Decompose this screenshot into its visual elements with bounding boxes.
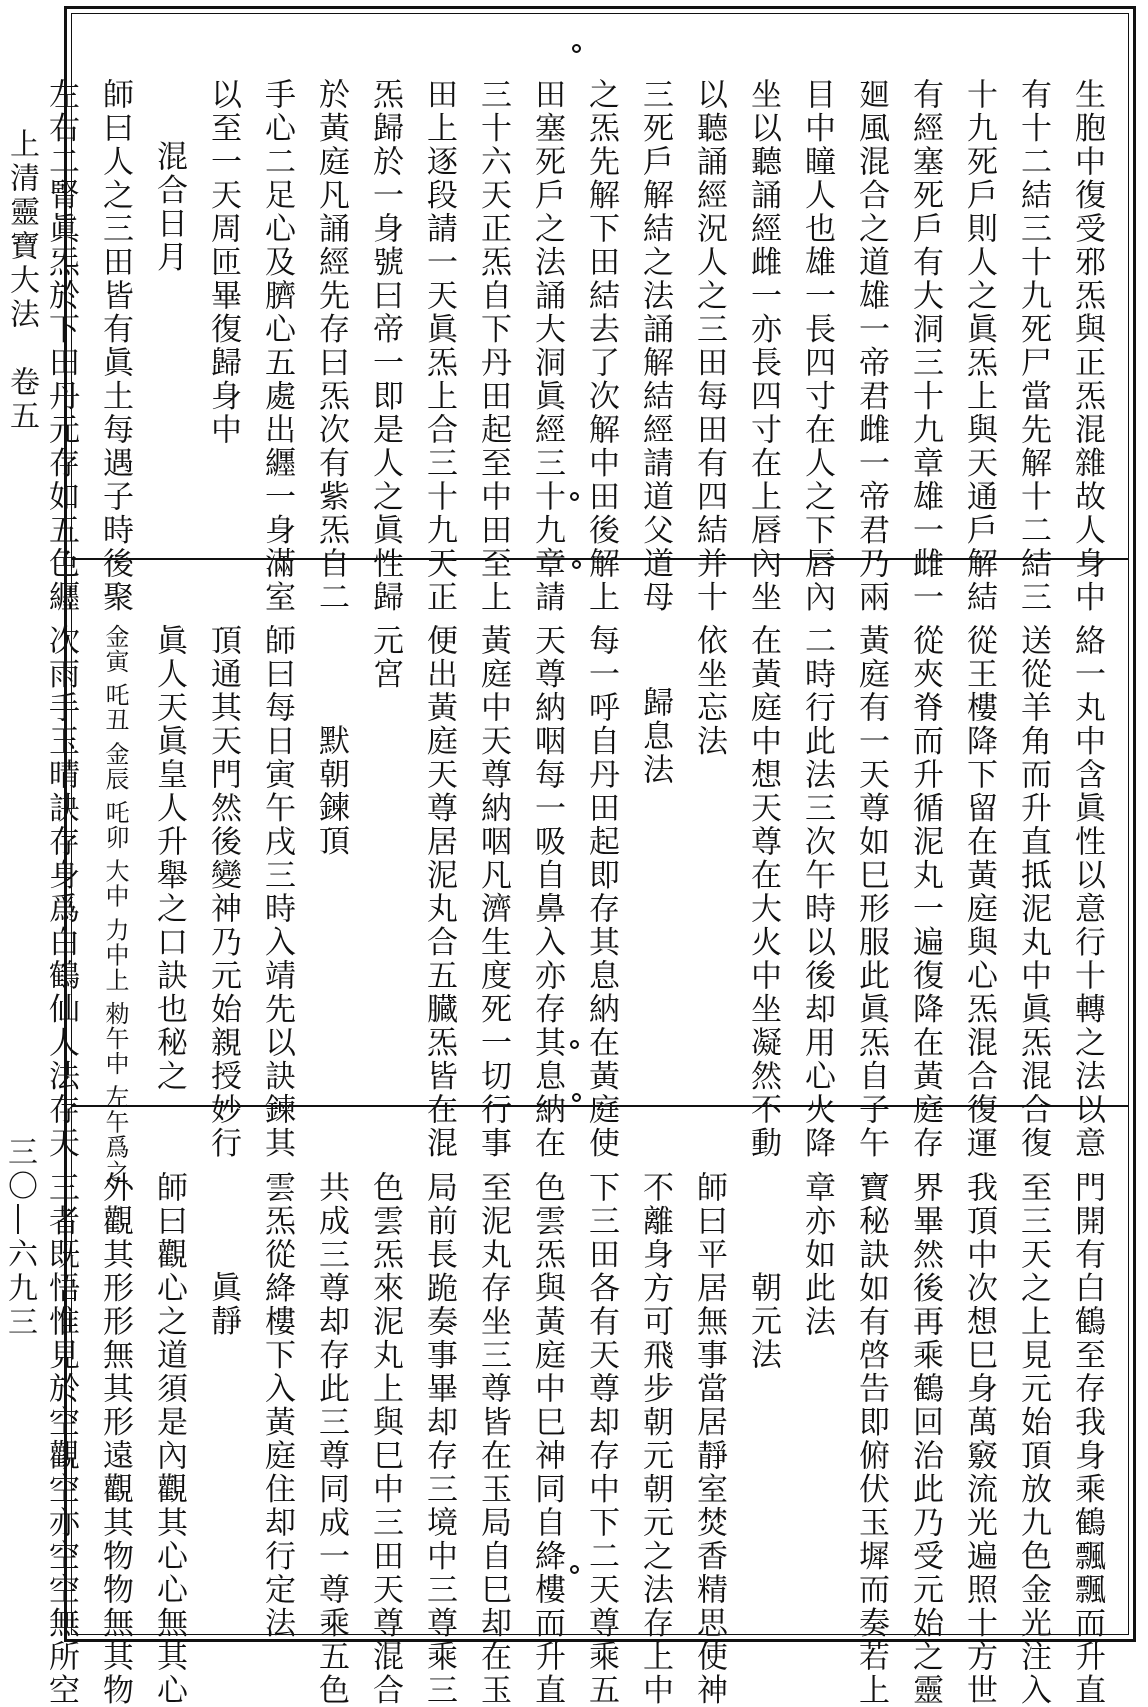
column-text: 絡一丸中含眞性以意行十轉之法以意 xyxy=(1069,624,1105,1160)
text-column xyxy=(790,1107,844,1640)
column-text: 我頂中次想巳身萬竅流光遍照十方世 xyxy=(961,1171,997,1707)
column-text: 田上逐段請一天眞炁上合三十九天正 xyxy=(421,78,457,614)
column-text: 二時行此法三次午時以後却用心火降 xyxy=(799,624,835,1160)
text-column xyxy=(574,14,628,614)
column-text: 寶秘訣如有啓告即俯伏玉墀而奏若上 xyxy=(853,1171,889,1707)
column-text: 師曰平居無事當居靜室焚香精思使神 xyxy=(691,1171,727,1707)
text-column xyxy=(1060,1107,1114,1707)
column-text: 黃庭中天尊納咽凡濟生度死一切行事 xyxy=(475,624,511,1160)
text-column xyxy=(844,14,898,614)
text-column xyxy=(574,1107,628,1707)
text-column xyxy=(358,14,412,614)
page-frame xyxy=(43,6,1136,1707)
column-text: 色雲炁與黃庭中巳神同自絳樓而升直 xyxy=(529,1171,565,1707)
column-text: 章亦如此法 xyxy=(799,1171,835,1339)
page-frame-inner xyxy=(43,13,1129,1707)
column-text: 天尊納咽每一吸自鼻入亦存其息納在 xyxy=(529,624,565,1160)
column-text: 每一呼自丹田起即存其息納在黃庭使 xyxy=(583,624,619,1160)
text-column xyxy=(412,1107,466,1707)
column-text: 黃庭有一天尊如巳形服此眞炁自子午 xyxy=(853,624,889,1160)
text-column xyxy=(682,560,736,1105)
text-column xyxy=(250,560,304,1160)
text-column xyxy=(682,1107,736,1707)
column-text: 從王樓降下留在黃庭與心炁混合復運 xyxy=(961,624,997,1160)
book-title: 上清靈寶大法 卷五 xyxy=(4,128,39,434)
text-column xyxy=(844,560,898,1160)
text-column xyxy=(898,560,952,1160)
text-column xyxy=(358,560,412,1105)
column-text: 三者既悟惟見於空觀空亦空空無所空 xyxy=(43,1171,79,1707)
column-text: 局前長跪奏事畢却存三境中三尊乘三 xyxy=(421,1171,457,1707)
column-text: 目中瞳人也雄一長四寸在人之下唇內 xyxy=(799,78,835,614)
text-column xyxy=(898,14,952,614)
column-text: 師曰觀心之道須是內觀其心心無其心 xyxy=(151,1171,187,1707)
text-column xyxy=(736,14,790,614)
column-text: 有經塞死戶有大洞三十九章雄一雌一 xyxy=(907,78,943,614)
column-text: 師曰人之三田皆有眞土每遇子時後聚 xyxy=(97,78,133,614)
text-column xyxy=(628,560,682,1105)
column-text: 三十六天正炁自下丹田起至中田至上 xyxy=(475,78,511,614)
column-text: 生胞中復受邪炁與正炁混雜故人身中 xyxy=(1069,78,1105,614)
column-text: 廻風混合之道雄一帝君雌一帝君乃兩 xyxy=(853,78,889,614)
column-text: 便出黃庭天尊居泥丸合五臓炁皆在混 xyxy=(421,624,457,1160)
column-text: 在黃庭中想天尊在大火中坐凝然不動 xyxy=(745,624,781,1160)
text-column xyxy=(196,1107,250,1640)
column-text: 色雲炁來泥丸上與巳中三田天尊混合 xyxy=(367,1171,403,1707)
section-circle-mark xyxy=(572,1093,581,1102)
text-column xyxy=(628,14,682,614)
text-column xyxy=(34,560,88,1160)
text-column xyxy=(466,560,520,1160)
text-panel-top xyxy=(43,14,1128,614)
column-text: 田塞死戶之法誦大洞眞經三十九章請 xyxy=(529,78,565,614)
text-column xyxy=(196,560,250,1160)
page-number: 三〇―六九三 xyxy=(2,1136,37,1340)
text-column xyxy=(196,14,250,558)
text-column xyxy=(952,14,1006,614)
text-column xyxy=(628,1107,682,1707)
column-text: 以聽誦經況人之三田每田有四結并十 xyxy=(691,78,727,614)
text-column xyxy=(304,14,358,614)
incantation-notation: 金寅 吒丑 金辰 吒卯 大中 力中上 勑午中 左午爲之 xyxy=(101,624,129,1185)
column-text: 不離身方可飛步朝元朝元之法存上中 xyxy=(637,1171,673,1707)
column-text: 次雨手玉晴訣存身爲白鶴仙人法存天 xyxy=(43,624,79,1160)
column-text: 從夾脊而升循泥丸一遍復降在黃庭存 xyxy=(907,624,943,1160)
column-text: 共成三尊却存此三尊同成一尊乘五色 xyxy=(313,1171,349,1707)
text-panel-bottom xyxy=(43,1105,1128,1707)
text-column xyxy=(682,14,736,614)
column-text: 手心二足心及臍心五處出纒一身滿室 xyxy=(259,78,295,614)
text-column xyxy=(1006,14,1060,614)
text-column xyxy=(466,1107,520,1707)
text-column xyxy=(520,1107,574,1707)
text-column xyxy=(520,14,574,614)
column-group xyxy=(34,1107,1114,1707)
text-column xyxy=(142,560,196,1105)
column-text: 眞人天眞皇人升舉之口訣也秘之 xyxy=(151,624,187,1093)
text-column xyxy=(844,1107,898,1707)
text-column xyxy=(1006,1107,1060,1707)
text-column xyxy=(466,14,520,614)
column-text: 以至一天周匝畢復歸身中 xyxy=(205,78,241,447)
column-text: 於黃庭凡誦經先存曰炁次有紫炁自二 xyxy=(313,78,349,614)
text-column xyxy=(88,14,142,614)
column-text: 頂通其天門然後變神乃元始親授妙行 xyxy=(205,624,241,1160)
column-text: 至三天之上見元始頂放九色金光注入 xyxy=(1015,1171,1051,1707)
column-text: 雲炁從絳樓下入黃庭住却行定法 xyxy=(259,1171,295,1640)
section-heading: 默朝鍊頂 xyxy=(313,724,349,858)
text-column xyxy=(88,560,142,1185)
text-column xyxy=(304,560,358,1105)
column-text: 界畢然後再乘鶴回治此乃受元始之靈 xyxy=(907,1171,943,1707)
column-text: 左右二腎眞炁於下田丹元存如五色纒 xyxy=(43,78,79,614)
text-column xyxy=(34,1107,88,1707)
column-text: 坐以聽誦經雌一亦長四寸在上唇內坐 xyxy=(745,78,781,614)
column-text: 外觀其形形無其形遠觀其物物無其物 xyxy=(97,1171,133,1707)
text-column xyxy=(304,1107,358,1707)
text-column xyxy=(898,1107,952,1707)
text-column xyxy=(1006,560,1060,1160)
text-column xyxy=(142,1107,196,1707)
text-panel-middle xyxy=(43,558,1128,1185)
text-column xyxy=(1060,14,1114,614)
text-column xyxy=(88,1107,142,1707)
text-column xyxy=(1060,560,1114,1160)
column-text: 下三田各有天尊却存中下二天尊乘五 xyxy=(583,1171,619,1707)
text-column xyxy=(520,560,574,1160)
section-heading: 眞靜 xyxy=(205,1271,241,1338)
section-heading: 朝元法 xyxy=(745,1271,781,1372)
text-column xyxy=(142,14,196,558)
text-column xyxy=(250,14,304,614)
column-text: 之炁先解下田結去了次解中田後解上 xyxy=(583,78,619,614)
column-text: 炁歸於一身號曰帝一即是人之眞性歸 xyxy=(367,78,403,614)
text-column xyxy=(250,1107,304,1640)
column-text: 三死戶解結之法誦解結經請道父道母 xyxy=(637,78,673,614)
column-text: 依坐忘法 xyxy=(691,624,727,758)
column-text: 至泥丸存坐三尊皆在玉局自巳却在玉 xyxy=(475,1171,511,1707)
column-text: 師曰每日寅午戌三時入靖先以訣鍊其 xyxy=(259,624,295,1160)
text-column xyxy=(790,560,844,1160)
column-text: 有十二結三十九死尸當先解十二結三 xyxy=(1015,78,1051,614)
text-column xyxy=(574,560,628,1160)
text-column xyxy=(790,14,844,614)
column-text: 元宮 xyxy=(367,624,403,691)
section-heading: 混合日月 xyxy=(151,140,187,274)
column-text: 門開有白鶴至存我身乘鶴飄飄而升直 xyxy=(1069,1171,1105,1707)
text-column xyxy=(952,560,1006,1160)
text-column xyxy=(736,560,790,1160)
text-column xyxy=(736,1107,790,1640)
text-column xyxy=(358,1107,412,1707)
column-group xyxy=(34,560,1114,1185)
text-column xyxy=(952,1107,1006,1707)
text-column xyxy=(412,560,466,1160)
section-heading: 歸息法 xyxy=(637,686,673,787)
text-column xyxy=(34,14,88,614)
text-column xyxy=(412,14,466,614)
column-text: 十九死戶則人之眞炁上與天通戶解結 xyxy=(961,78,997,614)
column-group xyxy=(34,14,1114,614)
column-text: 送從羊角而升直抵泥丸中眞炁混合復 xyxy=(1015,624,1051,1160)
